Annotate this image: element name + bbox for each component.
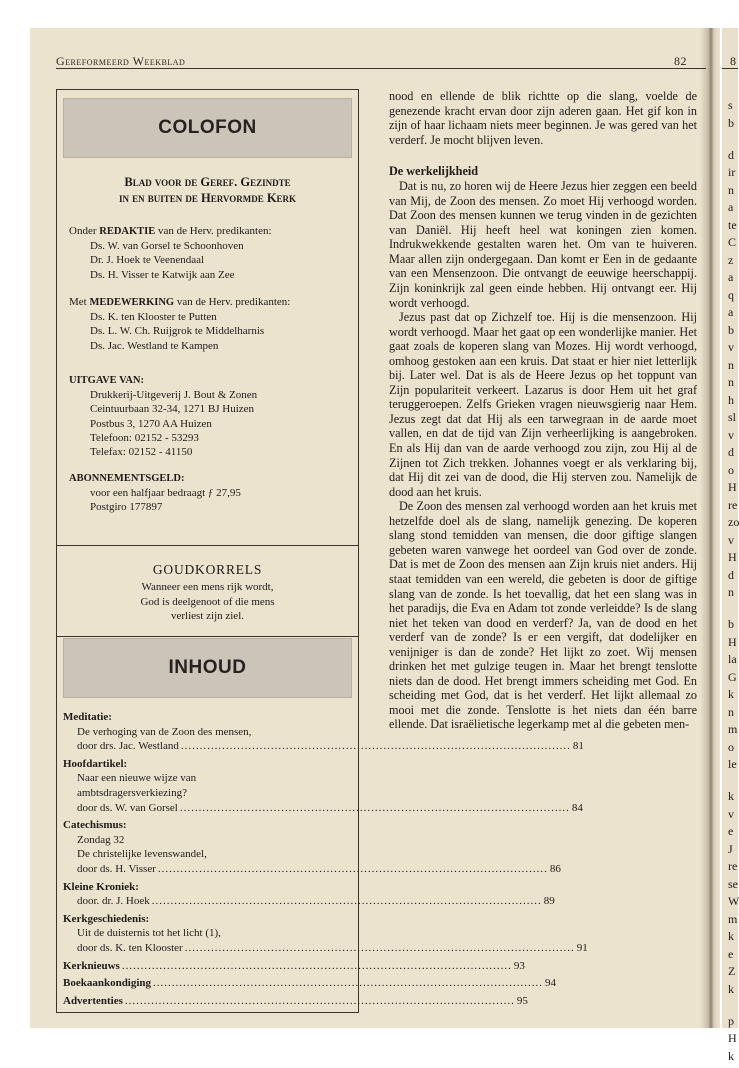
next-page-fragment: ir — [728, 165, 736, 179]
publication-line: in en buiten de Hervormde Kerk — [118, 191, 297, 205]
toc-line: Zondag 32 — [77, 833, 125, 846]
next-page-fragment: n — [728, 182, 734, 197]
contributor-name: Ds. L. W. Ch. Ruijgrok te Middelharnis — [90, 325, 265, 338]
next-page-fragment: te — [728, 217, 737, 232]
toc-section: Catechismus: — [63, 819, 127, 832]
next-page-fragment: v — [728, 427, 734, 442]
next-page-fragment: b — [728, 115, 734, 130]
toc-entry[interactable]: door drs. Jac. Westland ..... 81 — [63, 739, 352, 754]
toc-section: Meditatie: — [63, 711, 112, 723]
next-page-fragment: sl — [728, 410, 737, 424]
publisher-line: Postbus 3, 1270 AA Huizen — [90, 417, 212, 430]
publication-name — [63, 174, 352, 206]
next-page-fragment: e — [728, 824, 734, 838]
next-page-fragment: p — [728, 1013, 734, 1028]
publisher-line: Telefoon: 02152 - 53293 — [90, 431, 199, 444]
next-page-fragment: n — [728, 585, 734, 599]
toc-entry[interactable]: Kerknieuws ..... 93 — [63, 959, 352, 974]
contributor-name: Ds. K. ten Klooster te Putten — [90, 311, 217, 324]
quote-line: verliest zijn ziel. — [171, 610, 244, 622]
next-page-fragment: se — [728, 876, 738, 891]
publication-line: Blad voor de Geref. Gezindte — [124, 175, 291, 189]
publisher-line: Telefax: 02152 - 41150 — [90, 446, 193, 459]
next-page-fragment: a — [728, 270, 734, 284]
redaktie-block — [69, 224, 354, 282]
next-page-fragment: o — [728, 462, 734, 477]
next-page-fragment: re — [728, 859, 738, 873]
toc-entry[interactable]: door ds. H. Visser ..... 86 — [63, 862, 352, 877]
next-page-fragment: k — [728, 981, 734, 996]
next-page-fragment: k — [728, 687, 734, 701]
next-page-fragment: zo — [728, 515, 739, 529]
abonnement-block — [69, 472, 354, 515]
toc-entry[interactable]: door ds. W. van Gorsel ..... 84 — [63, 801, 352, 816]
next-page-fragment: q — [728, 287, 734, 302]
inhoud-heading: INHOUD — [63, 638, 352, 698]
next-page-fragment: d — [728, 445, 734, 459]
article-paragraph: De Zoon des mensen zal verhoogd worden aan het kruis met hetzelfde doel als de slang, namelijk genezing. De koperen slang stond temidden van mensen, die door giftige slangen gebeten waren vanwege het oordeel van God over de zonde. Dat is met de Zoon des mensen aan Zijn kruis niet anders. Hij staat temidden van een wereld, die gebeten is door de giftige slang van de zonde. Is het toevallig, dat het een slang was in het paradijs, die Eva en Adam tot zonde verleidde? Is de slang niet het teken van dood en verderf? Ja, van de dood en het verderf van de zonde? Is er een vergift, dat dodelijker en venijniger is dan de zonde? Het lijkt zo zoet. Wij mensen drinken het met gulzige teugen in. Maar het brengt tenslotte niets dan de dood. Het brengt immers scheiding met God. En scheiding met God, dat is het verderf. Het lijkt allemaal zo mooi met die zonde. Tenslotte is het niets dan één barre ellende. Dat israëlietische legerkamp met al die gebeten men- — [389, 499, 697, 732]
running-header — [56, 50, 706, 70]
next-page-fragment: v — [728, 340, 734, 354]
next-page-fragment: k — [728, 929, 734, 943]
toc-line: Naar een nieuwe wijze van — [77, 772, 197, 785]
next-page-fragment: W — [728, 894, 739, 908]
quote-line: Wanneer een mens rijk wordt, — [141, 581, 274, 593]
article-column — [389, 89, 697, 732]
next-page-fragment: C — [728, 235, 737, 249]
next-page-fragment: Z — [728, 964, 736, 978]
next-page-fragment: H — [728, 1031, 737, 1045]
toc-section: Kleine Kroniek: — [63, 880, 139, 893]
next-page-fragment: d — [728, 147, 734, 162]
next-page-edge — [722, 28, 739, 1063]
colofon-heading: COLOFON — [63, 98, 352, 158]
next-page-fragment: s — [728, 98, 733, 112]
next-page-fragment: v — [728, 806, 734, 821]
divider — [57, 636, 358, 637]
next-page-fragment: z — [728, 252, 734, 267]
next-page-fragment: n — [728, 375, 734, 389]
next-page-fragment: h — [728, 392, 734, 407]
article-paragraph: Dat is nu, zo horen wij de Heere Jezus hier zeggen een beeld van Mij, de Zoon des mensen. Zo moet Hij verhoogd worden. Dat Zoon des mensen kunnen we terug vinden in de gezichten van Daniël. Hij heeft heel wat koningen zien komen. Indrukwekkende gestalten waren het. Om van te huiveren. Maar allen zijn ondergegaan. Dan komt er Een in de gedaante van een Mensenzoon. Die ontvangt de eeuwige heerschappij. Zijn koninkrijk zal geen einde hebben. Hij ontvangt eer. Hij wordt verhoogd. — [389, 179, 697, 310]
quote-line: God is deelgenoot of die mens — [140, 595, 275, 608]
subscription-line: voor een halfjaar bedraagt ƒ 27,95 — [90, 487, 241, 500]
contributor-name: Ds. Jac. Westland te Kampen — [90, 339, 219, 352]
next-page-fragment: n — [728, 357, 734, 372]
next-page-fragment: e — [728, 946, 734, 961]
next-page-fragment: a — [728, 305, 734, 319]
publisher-line: Drukkerij-Uitgeverij J. Bout & Zonen — [90, 389, 258, 402]
next-page-fragment: H — [728, 480, 737, 494]
next-page-fragment: J — [728, 841, 733, 856]
subscription-line: Postgiro 177897 — [90, 501, 163, 514]
toc-entry[interactable]: door ds. K. ten Klooster ..... 91 — [63, 941, 352, 956]
next-page-fragment: b — [728, 322, 734, 337]
next-page-fragment: o — [728, 739, 734, 754]
uitgave-block — [69, 374, 354, 459]
publisher-line: Ceintuurbaan 32-34, 1271 BJ Huizen — [90, 403, 255, 416]
next-page-fragment: re — [728, 497, 738, 512]
next-page-fragment: d — [728, 567, 734, 582]
toc-line: De verhoging van de Zoon des mensen, — [77, 725, 252, 738]
goudkorrels-title: GOUDKORRELS — [152, 562, 263, 577]
redaktie-intro: Onder REDAKTIE van de Herv. predikanten: — [69, 225, 272, 237]
next-page-fragment: G — [728, 669, 737, 684]
next-page-fragment: b — [728, 617, 734, 631]
editor-name: Ds. W. van Gorsel te Schoonhoven — [90, 240, 244, 253]
editor-name: Ds. H. Visser te Katwijk aan Zee — [90, 268, 235, 281]
article-intro: nood en ellende de blik richtte op die slang, voelde de genezende kracht ervan door zijn aderen gaan. Het gif kon in zijn of haar lichaam niets meer beginnen. Je was gered van het verderf. Je mocht blijven leven. — [389, 89, 697, 147]
next-page-fragment: la — [728, 652, 737, 666]
next-page-fragment: a — [728, 200, 734, 214]
journal-title: Gereformeerd Weekblad — [56, 54, 186, 68]
medewerking-intro: Met MEDEWERKING van de Herv. predikanten: — [69, 296, 291, 308]
next-page-fragment: v — [728, 532, 734, 547]
toc-line: Uit de duisternis tot het licht (1), — [77, 927, 221, 940]
editor-name: Dr. J. Hoek te Veenendaal — [90, 254, 205, 267]
abonnement-heading: ABONNEMENTSGELD: — [69, 473, 185, 484]
toc-entry[interactable]: Boekaankondiging ..... 94 — [63, 976, 352, 991]
toc-entry[interactable]: Advertenties ..... 95 — [63, 994, 352, 1009]
next-page-fragment: k — [728, 1048, 734, 1063]
uitgave-heading: UITGAVE VAN: — [69, 375, 144, 386]
divider — [57, 545, 358, 546]
medewerking-block — [69, 295, 354, 353]
table-of-contents — [63, 710, 588, 1008]
next-page-fragment: le — [728, 757, 737, 771]
book-gutter — [700, 28, 720, 1028]
next-page-fragment: m — [728, 722, 738, 736]
next-page-rule — [722, 68, 738, 69]
next-page-fragment: m — [728, 911, 738, 926]
next-page-fragment: H — [728, 550, 737, 564]
header-rule — [56, 68, 706, 69]
toc-section: Kerkgeschiedenis: — [63, 912, 150, 925]
toc-line: ambtsdragersverkiezing? — [77, 786, 187, 799]
next-page-fragment: H — [728, 634, 737, 649]
next-page-number: 8 — [730, 54, 736, 68]
article-paragraph: Jezus past dat op Zichzelf toe. Hij is die mensenzoon. Hij wordt verhoogd. Maar het gaat op een wonderlijke manier. Het gaat zoals de koperen slang van Mozes. Hij wordt verhoogd, omhoog gestoken aan een kruis. Dat staat er hier niet letterlijk bij. Later wel. Dat is als de Heere Jezus op het toppunt van Zijn populariteit verkeert. Lazarus is door Hem uit het graf teruggeroepen. Zelfs Grieken vragen nieuwsgierig naar Hem. Jezus zegt dat dat Hij als een tarwegraan in de aarde moet vallen, en dat de tijd van Zijn verheerlijking is aangebroken. En als Hij dan van de aarde verhoogd zou zijn, zou Hij al de Zijnen tot Zich trekken. Johannes voegt er als verklaring bij, dat Hij dit zei van de dood, die Hij sterven zou. Namelijk de dood aan het kruis. — [389, 310, 697, 499]
toc-entry[interactable]: door. dr. J. Hoek ..... 89 — [63, 894, 352, 909]
article-subheading: De werkelijkheid — [389, 164, 479, 179]
page-number: 82 — [674, 54, 687, 68]
next-page-fragment: n — [728, 704, 734, 719]
toc-line: De christelijke levenswandel, — [77, 848, 207, 861]
toc-section: Hoofdartikel: — [63, 757, 128, 770]
goudkorrels-quote — [57, 580, 358, 624]
next-page-fragment: k — [728, 789, 734, 803]
